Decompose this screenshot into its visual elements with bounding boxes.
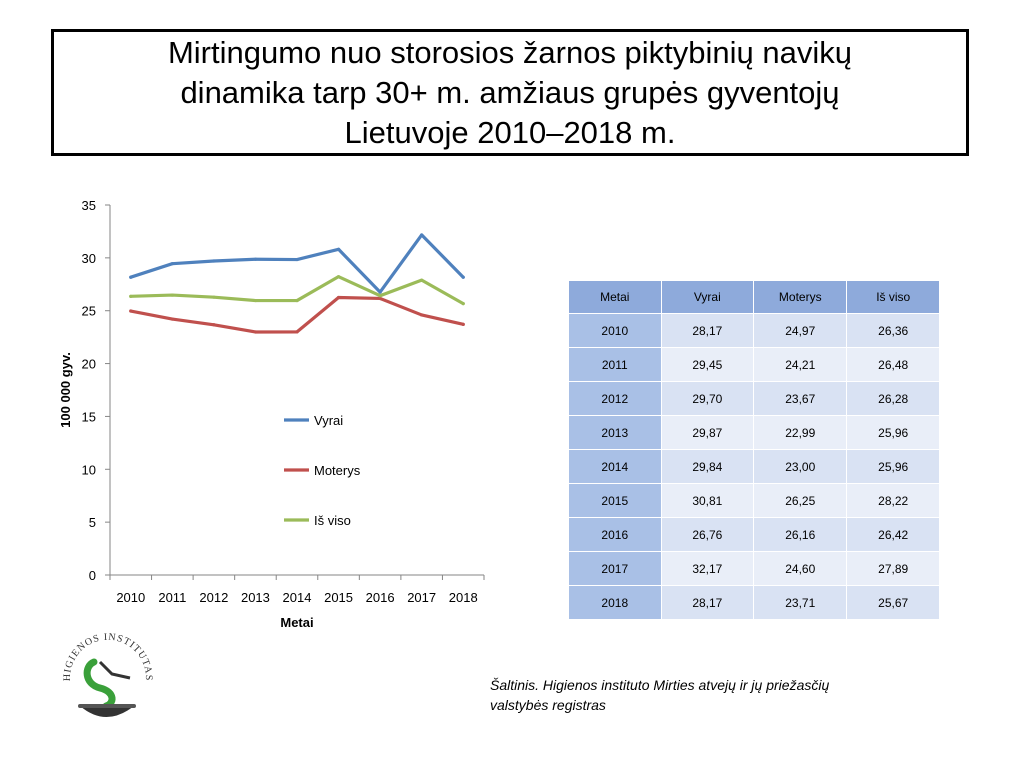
table-header-row <box>569 281 940 314</box>
table-cell: 28,17 <box>661 314 754 348</box>
y-tick-label: 20 <box>81 356 96 372</box>
data-table <box>568 280 940 620</box>
data-point <box>420 279 423 282</box>
y-tick-label: 15 <box>81 409 96 425</box>
y-axis-label: 100 000 gyv. <box>58 352 73 428</box>
data-point <box>129 295 132 298</box>
table-row <box>569 586 940 620</box>
table-cell: 29,45 <box>661 348 754 382</box>
table-cell: 28,22 <box>847 484 940 518</box>
x-tick-label: 2012 <box>199 590 229 605</box>
title-line-1: Mirtingumo nuo storosios žarnos piktybinių navikų <box>167 34 853 70</box>
table-header-is-viso: Iš viso <box>847 281 940 314</box>
data-point <box>462 323 465 326</box>
table-row <box>569 552 940 586</box>
table-header-moterys: Moterys <box>754 281 847 314</box>
data-point <box>212 259 215 262</box>
title-line-2: dinamika tarp 30+ m. amžiaus grupės gyventojų <box>180 74 840 110</box>
table-cell: 32,17 <box>661 552 754 586</box>
table-cell: 26,25 <box>754 484 847 518</box>
table-row <box>569 314 940 348</box>
table-cell: 29,84 <box>661 450 754 484</box>
y-tick-label: 0 <box>88 568 96 583</box>
x-tick-label: 2016 <box>365 590 395 605</box>
y-tick-label: 5 <box>88 515 96 531</box>
table-header-metai: Metai <box>569 281 662 314</box>
data-point <box>462 276 465 279</box>
data-point <box>171 262 174 265</box>
data-point <box>212 296 215 299</box>
data-point <box>212 323 215 326</box>
table-cell: 27,89 <box>847 552 940 586</box>
data-point <box>171 293 174 296</box>
table-cell: 2015 <box>569 484 662 518</box>
title-line-3: Lietuvoje 2010–2018 m. <box>344 114 676 150</box>
data-point <box>254 330 257 333</box>
data-point <box>337 248 340 251</box>
table-header-vyrai: Vyrai <box>661 281 754 314</box>
table-cell: 2016 <box>569 518 662 552</box>
y-tick-label: 30 <box>81 250 96 266</box>
table-row <box>569 416 940 450</box>
y-tick-label: 25 <box>81 303 96 319</box>
table-cell: 26,76 <box>661 518 754 552</box>
data-point <box>379 294 382 297</box>
table-cell: 23,67 <box>754 382 847 416</box>
table-cell: 23,71 <box>754 586 847 620</box>
line-chart <box>0 0 500 640</box>
table-cell: 26,28 <box>847 382 940 416</box>
table-cell: 25,67 <box>847 586 940 620</box>
table-cell: 28,17 <box>661 586 754 620</box>
legend-label: Iš viso <box>314 513 351 528</box>
source-line-1: Šaltinis. Higienos instituto Mirties atvejų ir jų priežasčių <box>490 677 830 693</box>
table-cell: 26,16 <box>754 518 847 552</box>
table-cell: 26,36 <box>847 314 940 348</box>
table-cell: 30,81 <box>661 484 754 518</box>
source-note <box>490 675 910 715</box>
data-point <box>171 317 174 320</box>
table-row <box>569 484 940 518</box>
table-cell: 2012 <box>569 382 662 416</box>
data-point <box>295 258 298 261</box>
data-point <box>462 302 465 305</box>
source-line-2: valstybės registras <box>490 697 606 713</box>
y-tick-label: 35 <box>81 198 96 213</box>
data-point <box>295 299 298 302</box>
data-point <box>129 276 132 279</box>
x-tick-label: 2013 <box>240 590 270 605</box>
data-point <box>420 233 423 236</box>
table-cell: 2011 <box>569 348 662 382</box>
table-cell: 2010 <box>569 314 662 348</box>
data-point <box>129 309 132 312</box>
table-row <box>569 348 940 382</box>
series-line-1 <box>131 298 463 332</box>
table-cell: 22,99 <box>754 416 847 450</box>
data-point <box>295 330 298 333</box>
x-tick-label: 2015 <box>324 590 354 605</box>
legend-label: Vyrai <box>314 413 344 428</box>
table-cell: 2017 <box>569 552 662 586</box>
table-cell: 23,00 <box>754 450 847 484</box>
higienos-institutas-logo <box>58 628 158 728</box>
x-tick-label: 2014 <box>282 590 312 605</box>
data-point <box>337 296 340 299</box>
x-axis-label: Metai <box>280 615 314 630</box>
table-cell: 2014 <box>569 450 662 484</box>
data-point <box>379 297 382 300</box>
data-point <box>254 258 257 261</box>
svg-text:HIGIENOS INSTITUTAS <box>62 632 154 682</box>
table-cell: 29,87 <box>661 416 754 450</box>
x-tick-label: 2010 <box>116 590 146 605</box>
data-point <box>254 299 257 302</box>
table-row <box>569 518 940 552</box>
table-cell: 24,21 <box>754 348 847 382</box>
x-tick-label: 2018 <box>448 590 478 605</box>
data-point <box>420 313 423 316</box>
table-cell: 26,42 <box>847 518 940 552</box>
table-cell: 25,96 <box>847 450 940 484</box>
table-cell: 24,97 <box>754 314 847 348</box>
table-cell: 26,48 <box>847 348 940 382</box>
table-row <box>569 450 940 484</box>
table-cell: 24,60 <box>754 552 847 586</box>
legend-label: Moterys <box>314 463 361 478</box>
data-point <box>379 291 382 294</box>
y-tick-label: 10 <box>81 462 96 478</box>
x-tick-label: 2017 <box>407 590 437 605</box>
logo-text: HIGIENOS INSTITUTAS <box>61 631 155 682</box>
table-row <box>569 382 940 416</box>
table-cell: 25,96 <box>847 416 940 450</box>
table-cell: 2018 <box>569 586 662 620</box>
table-cell: 29,70 <box>661 382 754 416</box>
x-tick-label: 2011 <box>158 590 187 605</box>
table-cell: 2013 <box>569 416 662 450</box>
data-point <box>337 275 340 278</box>
